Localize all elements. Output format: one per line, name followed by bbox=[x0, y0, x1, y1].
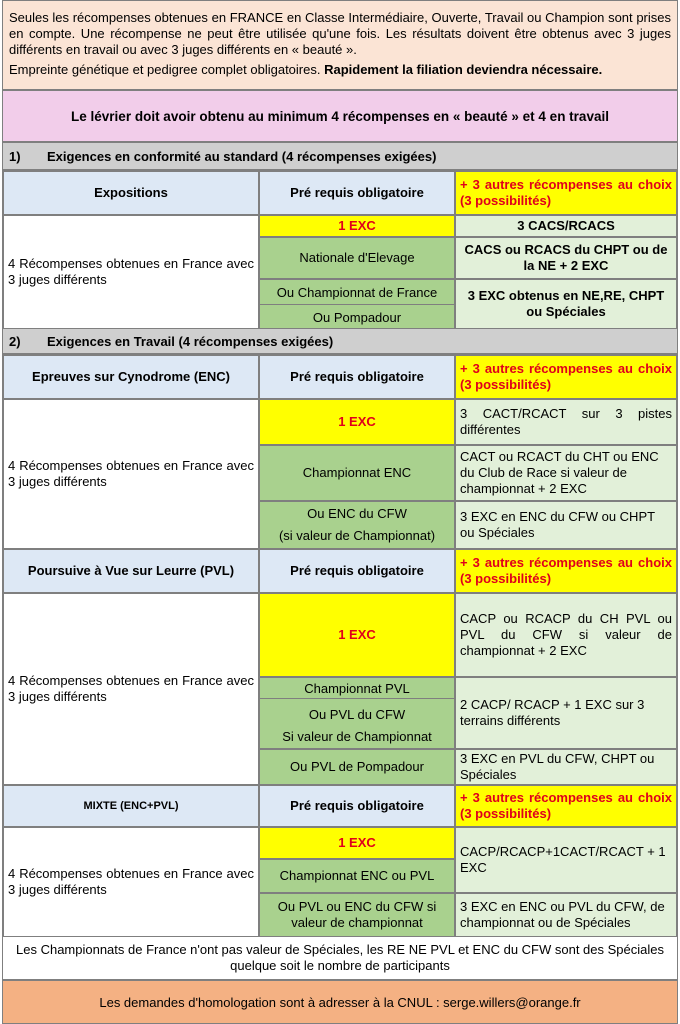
pvl-extra-option-3: 3 EXC en PVL du CFW, CHPT ou Spéciales bbox=[455, 749, 677, 785]
expositions-conditions: 4 Récompenses obtenues en France avec 3 juges différents bbox=[3, 215, 259, 329]
prereq-header: Pré requis obligatoire bbox=[259, 171, 455, 215]
section-2-number: 2) bbox=[9, 333, 21, 349]
mixte-prereq-header: Pré requis obligatoire bbox=[259, 785, 455, 827]
enc-prereq-cfw-line2: (si valeur de Championnat) bbox=[278, 528, 436, 543]
section-1-header bbox=[2, 142, 678, 170]
intro-requirements-normal: Empreinte génétique et pedigree complet obligatoires. bbox=[9, 62, 325, 77]
intro-box bbox=[2, 0, 678, 90]
banner-text: Le lévrier doit avoir obtenu au minimum 4 récompenses en « beauté » et 4 en travail bbox=[71, 108, 609, 124]
mixte-prereq-championnat: Championnat ENC ou PVL bbox=[259, 859, 455, 893]
prereq-pompadour: Ou Pompadour bbox=[312, 309, 402, 325]
mixte-conditions: 4 Récompenses obtenues en France avec 3 juges différents bbox=[3, 827, 259, 937]
enc-extra-option-3: 3 EXC en ENC du CFW ou CHPT ou Spéciales bbox=[455, 501, 677, 549]
section-1-title: Exigences en conformité au standard (4 récompenses exigées) bbox=[47, 148, 437, 164]
pvl-prereq-1-exc: 1 EXC bbox=[259, 593, 455, 677]
enc-prereq-cfw-line1: Ou ENC du CFW bbox=[307, 506, 407, 521]
contact-box bbox=[2, 980, 678, 1024]
intro-rules-text: Seules les récompenses obtenues en FRANCE en Classe Intermédiaire, Ouverte, Travail ou Champion sont prises en compte. Une récompense ne peut être utilisée qu'une fois. Les résultats doivent être obtenus avec 3 juges différents en travail ou avec 3 juges différents en « beauté ». bbox=[9, 10, 671, 57]
intro-requirements-bold: Rapidement la filiation deviendra nécessaire. bbox=[324, 62, 603, 77]
prereq-championnat-pompadour bbox=[259, 279, 455, 329]
pvl-conditions: 4 Récompenses obtenues en France avec 3 juges différents bbox=[3, 593, 259, 785]
pvl-table bbox=[2, 548, 678, 784]
pvl-extra-option-1: CACP ou RCACP du CH PVL ou PVL du CFW si valeur de championnat + 2 EXC bbox=[455, 593, 677, 677]
expositions-header: Expositions bbox=[3, 171, 259, 215]
pvl-extra-option-2: 2 CACP/ RCACP + 1 EXC sur 3 terrains différents bbox=[455, 677, 677, 749]
prereq-nationale-elevage: Nationale d'Elevage bbox=[259, 237, 455, 279]
pvl-prereq-header: Pré requis obligatoire bbox=[259, 549, 455, 593]
mixte-table bbox=[2, 784, 678, 936]
pvl-prereq-championnat-line1: Championnat PVL bbox=[260, 679, 454, 699]
footnote-box bbox=[2, 936, 678, 980]
enc-extra-header: + 3 autres récompenses au choix (3 possibilités) bbox=[455, 355, 677, 399]
intro-requirements-text bbox=[9, 62, 671, 78]
enc-conditions: 4 Récompenses obtenues en France avec 3 juges différents bbox=[3, 399, 259, 549]
extra-rewards-header: + 3 autres récompenses au choix (3 possibilités) bbox=[455, 171, 677, 215]
pvl-prereq-championnat-line3: Si valeur de Championnat bbox=[282, 729, 432, 744]
extra-option-2: CACS ou RCACS du CHPT ou de la NE + 2 EXC bbox=[455, 237, 677, 279]
prereq-championnat-france: Ou Championnat de France bbox=[260, 280, 454, 305]
enc-extra-option-2: CACT ou RCACT du CHT ou ENC du Club de Race si valeur de championnat + 2 EXC bbox=[455, 445, 677, 501]
enc-table bbox=[2, 354, 678, 548]
section-1-number: 1) bbox=[9, 148, 21, 164]
extra-option-1: 3 CACS/RCACS bbox=[455, 215, 677, 237]
section-2-title: Exigences en Travail (4 récompenses exigées) bbox=[47, 333, 334, 349]
enc-prereq-championnat: Championnat ENC bbox=[259, 445, 455, 501]
section-2-header bbox=[2, 328, 678, 354]
pvl-prereq-championnat bbox=[259, 677, 455, 749]
pvl-extra-header: + 3 autres récompenses au choix (3 possibilités) bbox=[455, 549, 677, 593]
enc-extra-option-1: 3 CACT/RCACT sur 3 pistes différentes bbox=[455, 399, 677, 445]
enc-header: Epreuves sur Cynodrome (ENC) bbox=[3, 355, 259, 399]
expositions-table bbox=[2, 170, 678, 328]
enc-prereq-header: Pré requis obligatoire bbox=[259, 355, 455, 399]
mixte-prereq-cfw: Ou PVL ou ENC du CFW si valeur de championnat bbox=[259, 893, 455, 937]
extra-option-3: 3 EXC obtenus en NE,RE, CHPT ou Spéciales bbox=[455, 279, 677, 329]
pvl-prereq-championnat-line2: Ou PVL du CFW bbox=[308, 707, 406, 722]
enc-prereq-cfw bbox=[259, 501, 455, 549]
minimum-requirement-banner bbox=[2, 90, 678, 142]
mixte-extra-option-1: CACP/RCACP+1CACT/RCACT + 1 EXC bbox=[455, 827, 677, 893]
mixte-extra-option-2: 3 EXC en ENC ou PVL du CFW, de championnat ou de Spéciales bbox=[455, 893, 677, 937]
contact-text: Les demandes d'homologation sont à adresser à la CNUL : serge.willers@orange.fr bbox=[99, 994, 581, 1010]
pvl-header: Poursuive à Vue sur Leurre (PVL) bbox=[3, 549, 259, 593]
prereq-1-exc: 1 EXC bbox=[259, 215, 455, 237]
enc-prereq-1-exc: 1 EXC bbox=[259, 399, 455, 445]
mixte-prereq-1-exc: 1 EXC bbox=[259, 827, 455, 859]
footnote-text: Les Championnats de France n'ont pas valeur de Spéciales, les RE NE PVL et ENC du CFW sont des Spéciales quelque soit le nombre de participants bbox=[16, 942, 664, 973]
mixte-header: MIXTE (ENC+PVL) bbox=[3, 785, 259, 827]
mixte-extra-header: + 3 autres récompenses au choix (3 possibilités) bbox=[455, 785, 677, 827]
pvl-prereq-pompadour: Ou PVL de Pompadour bbox=[259, 749, 455, 785]
